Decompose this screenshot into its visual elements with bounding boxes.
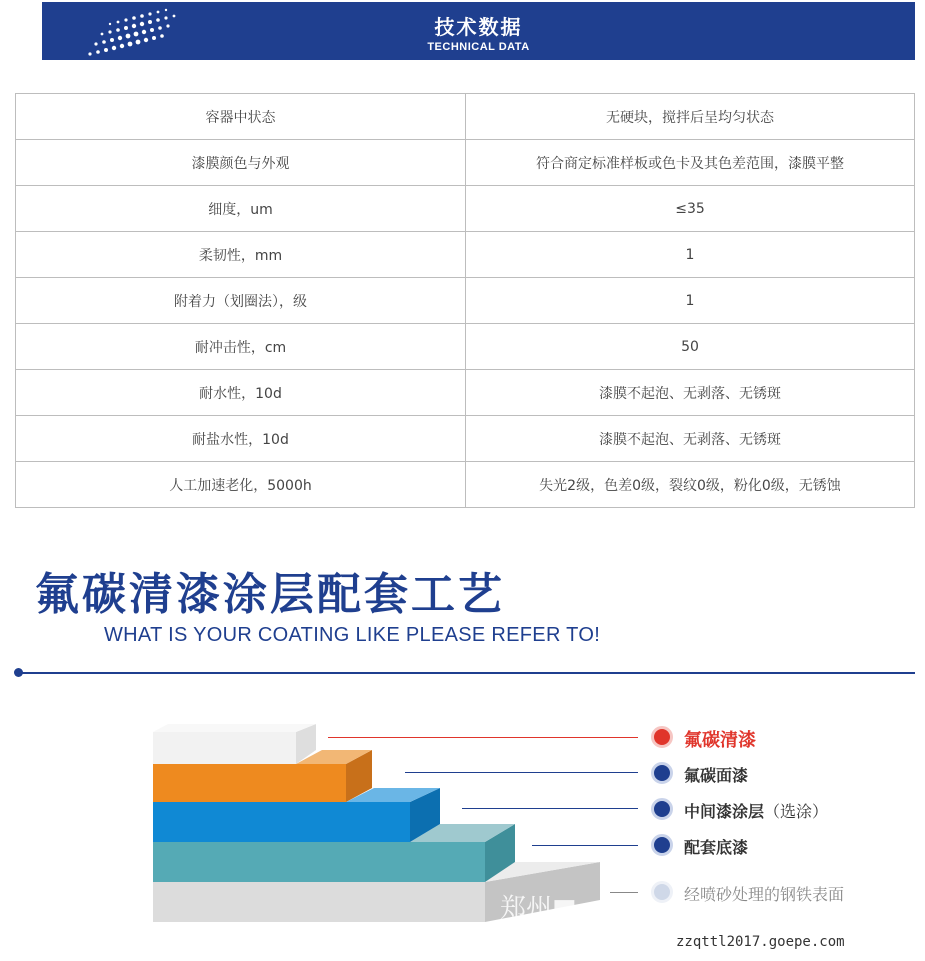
leader-line-steel: [610, 892, 638, 893]
banner-subtitle: TECHNICAL DATA: [427, 41, 530, 53]
layer-clear-coat: [153, 724, 316, 764]
label-topcoat: 氟碳面漆: [684, 766, 749, 785]
table-row: [16, 462, 915, 508]
label-intermediate-note: （选涂）: [764, 802, 829, 821]
table-row: [16, 232, 915, 278]
value-cell: 1: [466, 232, 915, 278]
table-row: [16, 278, 915, 324]
label-steel-surface: 经喷砂处理的钢铁表面: [684, 885, 845, 904]
bullet-steel-surface: [651, 881, 673, 903]
property-cell: 耐水性，10d: [16, 370, 466, 416]
property-cell: 耐盐水性，10d: [16, 416, 466, 462]
table-row: [16, 140, 915, 186]
label-primer: 配套底漆: [684, 838, 749, 857]
bullet-primer: [651, 834, 673, 856]
section-subtitle: WHAT IS YOUR COATING LIKE PLEASE REFER TO!: [104, 624, 601, 646]
section-divider: [18, 672, 915, 674]
property-cell: 附着力（划圈法），级: [16, 278, 466, 324]
label-clear-coat: 氟碳清漆: [684, 730, 756, 751]
table-row: [16, 94, 915, 140]
value-cell: 50: [466, 324, 915, 370]
value-cell: 漆膜不起泡、无剥落、无锈斑: [466, 416, 915, 462]
table-row: [16, 416, 915, 462]
value-cell: ≤35: [466, 186, 915, 232]
leader-line-primer: [532, 845, 638, 846]
leader-line-clear: [328, 737, 638, 738]
property-cell: 容器中状态: [16, 94, 466, 140]
table-row: [16, 370, 915, 416]
watermark-text: 郑州■: [500, 894, 577, 924]
bullet-topcoat: [651, 762, 673, 784]
property-cell: 耐冲击性，cm: [16, 324, 466, 370]
label-intermediate-text: 中间漆涂层: [684, 802, 765, 821]
label-intermediate: [684, 799, 828, 822]
divider-dot: [14, 668, 23, 677]
table-row: [16, 186, 915, 232]
section-title: 氟碳清漆涂层配套工艺: [35, 569, 505, 620]
footer-url: zzqttl2017.goepe.com: [676, 934, 845, 950]
property-cell: 人工加速老化，5000h: [16, 462, 466, 508]
banner-title: 技术数据: [434, 15, 523, 39]
bullet-intermediate: [651, 798, 673, 820]
header-banner: [42, 2, 915, 60]
leader-line-topcoat: [405, 772, 638, 773]
value-cell: 漆膜不起泡、无剥落、无锈斑: [466, 370, 915, 416]
table-row: [16, 324, 915, 370]
value-cell: 1: [466, 278, 915, 324]
property-cell: 柔韧性，mm: [16, 232, 466, 278]
property-cell: 漆膜颜色与外观: [16, 140, 466, 186]
technical-data-table: [15, 93, 915, 508]
property-cell: 细度，um: [16, 186, 466, 232]
value-cell: 无硬块，搅拌后呈均匀状态: [466, 94, 915, 140]
value-cell: 符合商定标准样板或色卡及其色差范围，漆膜平整: [466, 140, 915, 186]
value-cell: 失光2级，色差0级，裂纹0级，粉化0级，无锈蚀: [466, 462, 915, 508]
leader-line-intermediate: [462, 808, 638, 809]
bullet-clear-coat: [651, 726, 673, 748]
